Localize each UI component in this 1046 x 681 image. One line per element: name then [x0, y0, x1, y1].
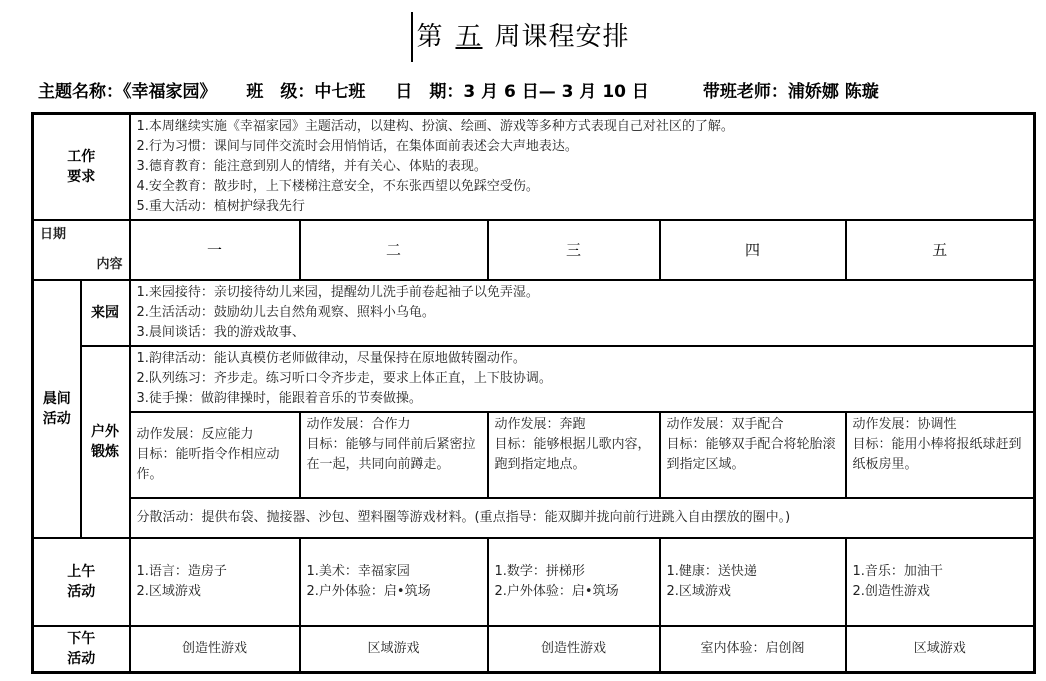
day-header: 二 [300, 220, 488, 280]
outdoor-row [33, 346, 1035, 412]
work-requirements-label [33, 114, 130, 221]
am-item: 2.区域游戏 [666, 584, 731, 599]
day-header: 三 [488, 220, 660, 280]
motor-dev: 动作发展：协调性 [852, 417, 957, 432]
morning-activity-label [33, 280, 81, 538]
work-item: 3.德育教育：能注意到别人的情绪，并有关心、体贴的表现。 [136, 159, 487, 174]
motor-dev: 动作发展：双手配合 [666, 417, 784, 432]
pm-activity-label [33, 626, 130, 673]
content-label: 内容 [96, 257, 123, 272]
am-cell [660, 538, 846, 626]
motor-goal: 目标：能听指令作相应动作。 [136, 447, 280, 482]
outdoor-label-text: 户外锻炼 [91, 424, 119, 460]
class-name: 班 级：中七班 [246, 82, 366, 102]
am-item: 2.区域游戏 [136, 584, 201, 599]
am-label-text: 上午活动 [67, 564, 96, 600]
date-label: 日期 [40, 227, 67, 242]
motor-goal: 目标：能够双手配合将轮胎滚到指定区域。 [666, 437, 836, 472]
am-item: 1.美术：幸福家园 [306, 564, 410, 579]
am-item: 1.数学：拼梯形 [494, 564, 585, 579]
outdoor-item: 1.韵律活动：能认真模仿老师做律动，尽量保持在原地做转圈动作。 [136, 351, 526, 366]
morning-label-text: 晨间活动 [42, 391, 71, 427]
motor-goal: 目标：能够与同伴前后紧密拉在一起，共同向前蹲走。 [306, 437, 476, 472]
date-range: 日 期：3 月 6 日— 3 月 10 日 [395, 82, 649, 102]
pm-cell: 区域游戏 [300, 626, 488, 673]
work-requirements-row [33, 114, 1035, 221]
arrival-row [33, 280, 1035, 346]
pm-cell: 区域游戏 [846, 626, 1035, 673]
am-item: 2.创造性游戏 [852, 584, 930, 599]
am-item: 1.健康：送快递 [666, 564, 757, 579]
motor-dev: 动作发展：奔跑 [494, 417, 586, 432]
am-item: 1.音乐：加油干 [852, 564, 943, 579]
outdoor-label [81, 346, 130, 538]
page-title [0, 16, 1046, 53]
arrival-content [130, 280, 1035, 346]
arrival-item: 3.晨间谈话：我的游戏故事、 [136, 325, 305, 340]
work-item: 2.行为习惯：课间与同伴交流时会用悄悄话，在集体面前表述会大声地表达。 [136, 139, 578, 154]
arrival-item: 2.生活活动：鼓励幼儿去自然角观察、照料小乌龟。 [136, 305, 435, 320]
am-cell [488, 538, 660, 626]
motor-cell [846, 412, 1035, 498]
scatter-activity: 分散活动：提供布袋、抛接器、沙包、塑料圈等游戏材料。(重点指导：能双脚并拢向前行进跳入自由摆放的圈中。) [130, 498, 1035, 538]
teachers: 带班老师：浦娇娜 陈璇 [702, 82, 879, 102]
motor-cell [488, 412, 660, 498]
am-cell [130, 538, 300, 626]
pm-cell: 创造性游戏 [130, 626, 300, 673]
pm-cell: 创造性游戏 [488, 626, 660, 673]
theme-name: 主题名称：《幸福家园》 [38, 82, 217, 102]
schedule-header [38, 77, 1038, 102]
week-number[interactable]: 五 [455, 22, 483, 52]
motor-goal: 目标：能用小棒将报纸球赶到纸板房里。 [852, 437, 1022, 472]
outdoor-item: 2.队列练习：齐步走。练习听口令齐步走，要求上体正直，上下肢协调。 [136, 371, 552, 386]
am-item: 1.语言：造房子 [136, 564, 227, 579]
arrival-item: 1.来园接待：亲切接待幼儿来园，提醒幼儿洗手前卷起袖子以免弄湿。 [136, 285, 539, 300]
pm-cell: 室内体验：启创阁 [660, 626, 846, 673]
arrival-label: 来园 [81, 280, 130, 346]
date-content-header [33, 220, 130, 280]
am-item: 2.户外体验：启•筑场 [306, 584, 431, 599]
title-suffix: 周课程安排 [494, 22, 630, 52]
day-header: 一 [130, 220, 300, 280]
am-cell [846, 538, 1035, 626]
day-header: 五 [846, 220, 1035, 280]
days-header-row [33, 220, 1035, 280]
morning-class-row [33, 538, 1035, 626]
am-activity-label [33, 538, 130, 626]
motor-dev: 动作发展：合作力 [306, 417, 411, 432]
work-item: 1.本周继续实施《幸福家园》主题活动，以建构、扮演、绘画、游戏等多种方式表现自己对社区的了解。 [136, 119, 734, 134]
motor-cell [660, 412, 846, 498]
motor-cell [130, 412, 300, 498]
scatter-activity-row [33, 498, 1035, 538]
work-label-text: 工作要求 [67, 149, 96, 185]
work-requirements-content [130, 114, 1035, 221]
am-cell [300, 538, 488, 626]
am-item: 2.户外体验：启•筑场 [494, 584, 619, 599]
outdoor-content [130, 346, 1035, 412]
outdoor-item: 3.徒手操：做韵律操时，能跟着音乐的节奏做操。 [136, 391, 422, 406]
day-header: 四 [660, 220, 846, 280]
schedule-table [31, 112, 1036, 674]
pm-label-text: 下午活动 [67, 631, 96, 667]
motor-cell [300, 412, 488, 498]
work-item: 5.重大活动：植树护绿我先行 [136, 199, 305, 214]
afternoon-row [33, 626, 1035, 673]
title-prefix: 第 [416, 22, 444, 52]
motor-dev: 动作发展：反应能力 [136, 427, 254, 442]
motor-development-row [33, 412, 1035, 498]
work-item: 4.安全教育：散步时，上下楼梯注意安全，不东张西望以免踩空受伤。 [136, 179, 539, 194]
motor-goal: 目标：能够根据儿歌内容，跑到指定地点。 [494, 437, 651, 472]
